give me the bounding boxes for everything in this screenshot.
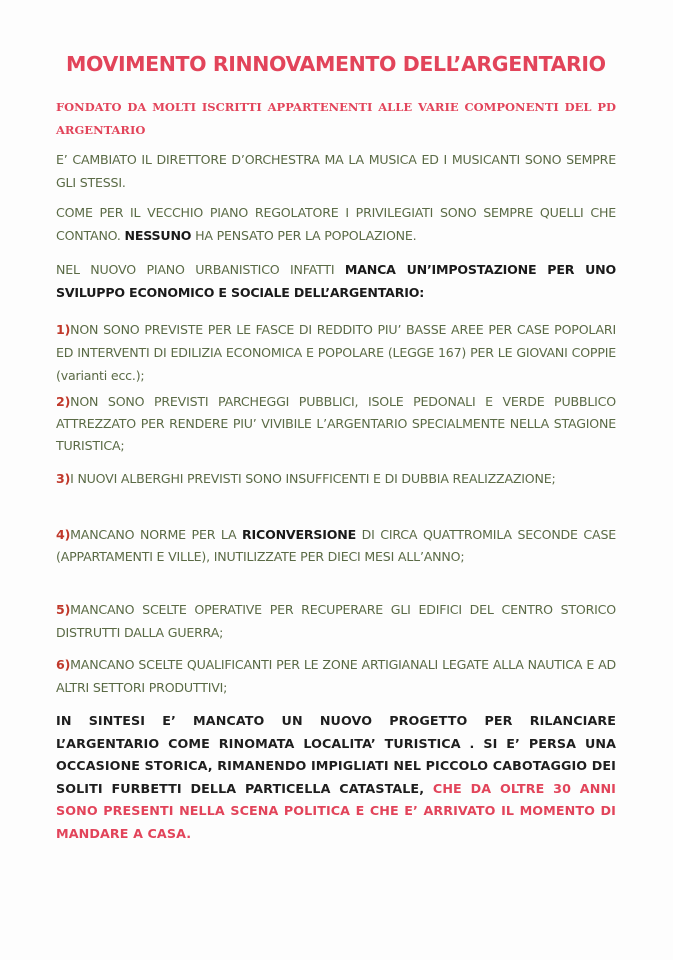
paragraph-2 xyxy=(56,201,616,247)
list-item-5-number: 5) xyxy=(56,602,71,617)
list-item-4-bold: RICONVERSIONE xyxy=(242,527,356,542)
list-item-4-text: MANCANO NORME PER LA xyxy=(70,527,243,542)
list-item-2-number: 2) xyxy=(56,394,71,409)
list-item-5 xyxy=(56,598,616,644)
list-item-4-tail: DI CIRCA QUATTROMILA SECONDE CASE (APPARTAMENTI E VILLE), INUTILIZZATE PER DIECI MESI ALL’ANNO; xyxy=(56,527,616,564)
document-title: MOVIMENTO RINNOVAMENTO DELL’ARGENTARIO xyxy=(66,52,606,76)
list-item-6-text: MANCANO SCELTE QUALIFICANTI PER LE ZONE ARTIGIANALI LEGATE ALLA NAUTICA E AD ALTRI SETTORI PRODUTTIVI; xyxy=(56,657,616,695)
list-item-3-text: I NUOVI ALBERGHI PREVISTI SONO INSUFFICENTI E DI DUBBIA REALIZZAZIONE; xyxy=(70,471,556,486)
paragraph-1: E’ CAMBIATO IL DIRETTORE D’ORCHESTRA MA LA MUSICA ED I MUSICANTI SONO SEMPRE GLI STESSI. xyxy=(56,152,616,190)
list-item-3 xyxy=(56,467,616,490)
paragraph-2-text: COME PER IL VECCHIO PIANO REGOLATORE I PRIVILEGIATI SONO SEMPRE QUELLI CHE CONTANO. xyxy=(56,205,616,243)
conclusion-paragraph xyxy=(56,710,616,846)
paragraph-2-bold: NESSUNO xyxy=(124,228,192,243)
list-item-2-text: NON SONO PREVISTI PARCHEGGI PUBBLICI, ISOLE PEDONALI E VERDE PUBBLICO ATTREZZATO PER RENDERE PIU’ VIVIBILE L’ARGENTARIO SPECIALMENTE NELLA STAGIONE TURISTICA; xyxy=(56,394,616,453)
list-item-6-number: 6) xyxy=(56,657,71,672)
conclusion-red-text: CHE DA OLTRE 30 ANNI SONO PRESENTI NELLA SCENA POLITICA E CHE E’ ARRIVATO IL MOMENTO DI MANDARE A CASA. xyxy=(56,780,616,841)
list-item-1-text: NON SONO PREVISTE PER LE FASCE DI REDDITO PIU’ BASSE AREE PER CASE POPOLARI ED INTERVENTI DI EDILIZIA ECONOMICA E POPOLARE (LEGGE 167) PER LE GIOVANI COPPIE (varianti ecc.); xyxy=(56,322,616,383)
list-item-4-number: 4) xyxy=(56,527,71,542)
paragraph-2-tail: HA PENSATO PER LA POPOLAZIONE. xyxy=(191,228,417,243)
conclusion-dark-text: IN SINTESI E’ MANCATO UN NUOVO PROGETTO PER RILANCIARE L’ARGENTARIO COME RINOMATA LOCALITA’ TURISTICA . SI E’ PERSA UNA OCCASIONE STORICA, RIMANENDO IMPIGLIATI NEL PICCOLO CABOTAGGIO DEI SOLITI FURBETTI DELLA PARTICELLA CATASTALE, xyxy=(56,713,616,796)
paragraph-3 xyxy=(56,258,616,304)
document-subtitle: FONDATO DA MOLTI ISCRITTI APPARTENENTI ALLE VARIE COMPONENTI DEL PD ARGENTARIO xyxy=(56,100,616,137)
list-item-1-number: 1) xyxy=(56,322,71,337)
paragraph-3-text: NEL NUOVO PIANO URBANISTICO INFATTI xyxy=(56,262,345,277)
paragraph-3-bold: MANCA UN’IMPOSTAZIONE PER UNO SVILUPPO ECONOMICO E SOCIALE DELL’ARGENTARIO: xyxy=(56,262,616,300)
list-item-1 xyxy=(56,318,616,387)
list-item-3-number: 3) xyxy=(56,471,71,486)
list-item-4 xyxy=(56,524,616,568)
list-item-6 xyxy=(56,653,616,699)
list-item-2 xyxy=(56,391,616,457)
list-item-5-text: MANCANO SCELTE OPERATIVE PER RECUPERARE GLI EDIFICI DEL CENTRO STORICO DISTRUTTI DALLA GUERRA; xyxy=(56,602,616,640)
